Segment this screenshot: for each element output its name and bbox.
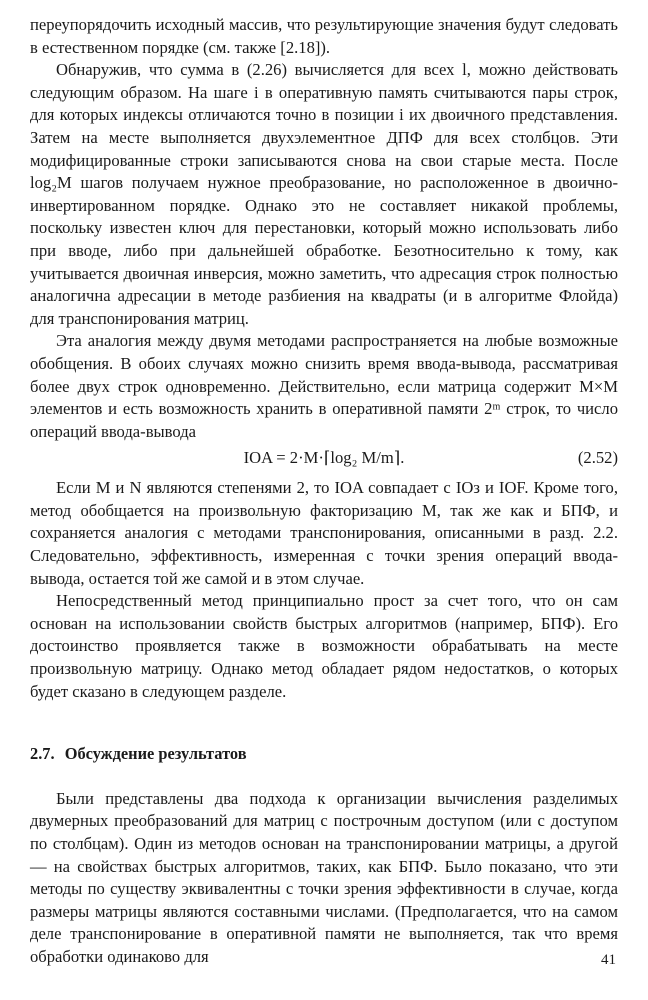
paragraph-5: Непосредственный метод принципиально прост за счет того, что он сам основан на использовании свойств быстрых алгоритмов (например, БПФ). Его достоинство проявляется также в возможности обрабатывать на месте произвольную матрицу. Однако метод обладает рядом недостатков, о которых будет сказано в следующем разделе.	[30, 591, 618, 701]
page-number: 41	[601, 952, 616, 968]
paragraph-1: переупорядочить исходный массив, что результирующие значения будут следовать в естественном порядке (см. также [2.18]).	[30, 15, 618, 57]
paragraph-6: Были представлены два подхода к организации вычисления разделимых двумерных преобразований для матриц с построчным доступом (или с доступом по столбцам). Один из методов основан на транспонировании матрицы, а другой — на свойствах быстрых алгоритмов, таких, как БПФ. Было показано, что эти методы по существу эквивалентны с точки зрения эффективности в случае, когда размеры матрицы являются составными числами. (Предполагается, что на самом деле транспонирование в оперативной памяти не выполняется, так что время обработки одинаково для	[30, 788, 618, 966]
section-heading	[30, 743, 618, 766]
paragraph-2: Обнаружив, что сумма в (2.26) вычисляется для всех l, можно действовать следующим образом. На шаге i в оперативную память считываются пары строк, для которых индексы отличаются точно в позиции i их двоичного представления. Затем на месте выполняется двухэлементное ДПФ для всех столбцов. Эти модифицированные строки записываются снова на свои старые места. После log₂M шагов получаем нужное преобразование, но расположенное в двоично-инвертированном порядке. Однако это не составляет никакой проблемы, поскольку известен ключ для перестановки, который можно использовать либо при вводе, либо при дальнейшей обработке. Безотносительно к тому, как учитывается двоичная инверсия, можно заметить, что адресация строк полностью аналогична адресации в методе разбиения на квадраты (и в алгоритме Флойда) для транспонирования матриц.	[30, 60, 618, 328]
section-title: Обсуждение результатов	[64, 744, 247, 764]
page-body	[30, 14, 618, 969]
section-number: 2.7.	[30, 744, 55, 764]
paragraph-4: Если M и N являются степенями 2, то IOA совпадает с IOз и IOF. Кроме того, метод обобщается на произвольную факторизацию M, так же как и БПФ, и сохраняется аналогия с методами транспонирования, описанными в разд. 2.2. Следовательно, эффективность, измеренная с точки зрения операций ввода-вывода, остается той же самой и в этом случае.	[30, 478, 618, 588]
equation-2-52	[30, 447, 618, 471]
equation-number: (2.52)	[577, 448, 618, 468]
paragraph-3: Эта аналогия между двумя методами распространяется на любые возможные обобщения. В обоих случаях можно снизить время ввода-вывода, рассматривая более двух строк одновременно. Действительно, если матрица содержит M×M элементов и есть возможность хранить в оперативной памяти 2ᵐ строк, то число операций ввода-вывода	[30, 331, 618, 441]
equation-body: IOA = 2·M·⌈log₂ M/m⌉.	[243, 448, 405, 468]
